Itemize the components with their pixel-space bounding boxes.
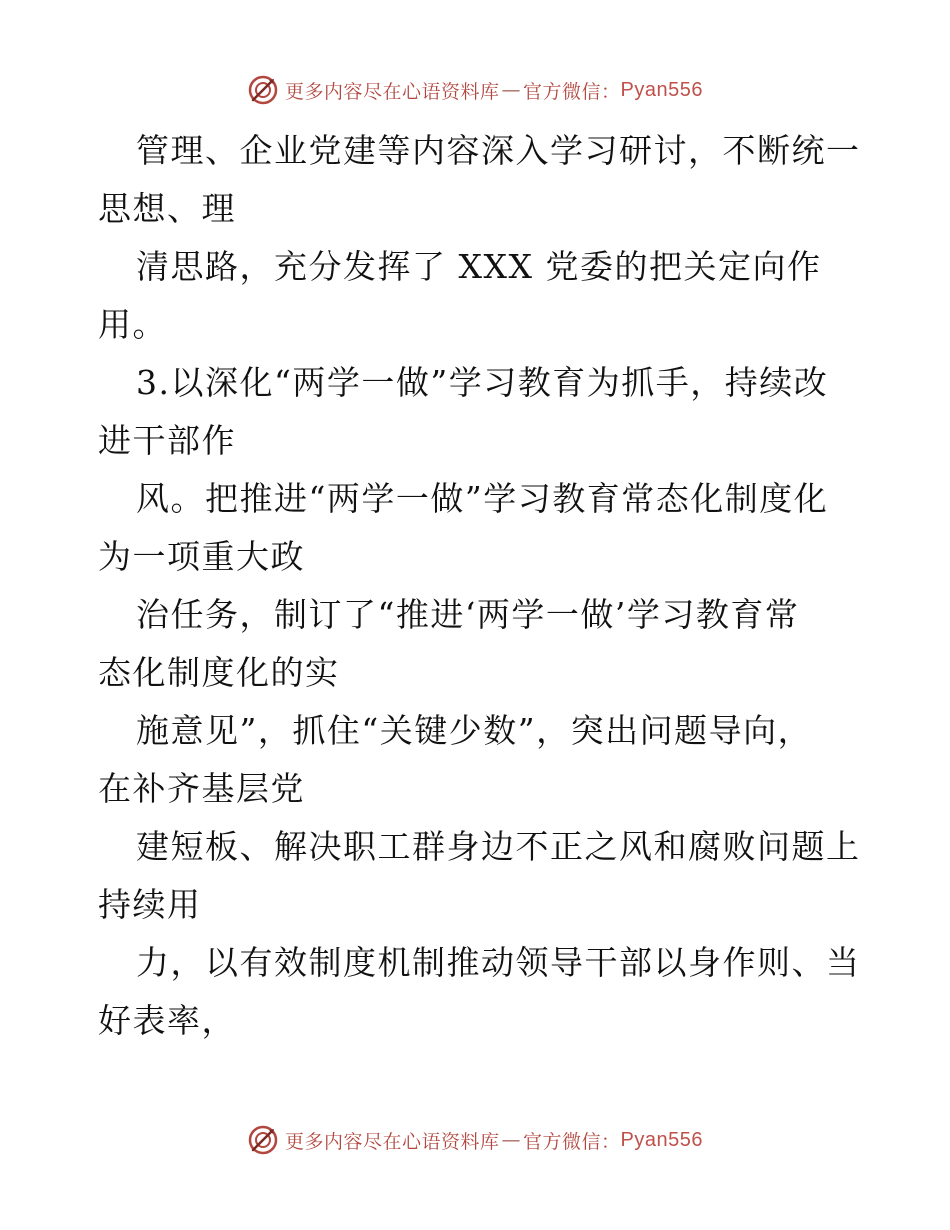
footer-watermark-banner bbox=[0, 1122, 950, 1158]
body-line: 在补齐基层党 bbox=[98, 769, 305, 808]
body-line: 思想、理 bbox=[98, 189, 236, 228]
body-line: 管理、企业党建等内容深入学习研讨，不断统一 bbox=[136, 131, 861, 170]
banner-separator: — bbox=[501, 79, 522, 101]
header-watermark-banner bbox=[0, 72, 950, 108]
body-line: 为一项重大政 bbox=[98, 537, 305, 576]
body-line: 治任务，制订了“推进‘两学一做’学习教育常 bbox=[136, 595, 800, 634]
body-line: 好表率， bbox=[98, 1001, 236, 1040]
banner-label: 官方微信： bbox=[523, 1130, 621, 1153]
body-line: 持续用 bbox=[98, 885, 202, 924]
body-line: 3.以深化“两学一做”学习教育为抓手，持续改 bbox=[136, 363, 829, 402]
body-line: 进干部作 bbox=[98, 421, 236, 460]
body-line: 建短板、解决职工群身边不正之风和腐败问题上 bbox=[136, 827, 861, 866]
document-body bbox=[98, 122, 861, 1050]
banner-text: 更多内容尽在心语资料库 bbox=[285, 80, 500, 103]
banner-label: 官方微信： bbox=[523, 80, 621, 103]
body-line: 施意见”，抓住“关键少数”，突出问题导向， bbox=[136, 711, 813, 750]
body-line: 力，以有效制度机制推动领导干部以身作则、当 bbox=[136, 943, 861, 982]
banner-text: 更多内容尽在心语资料库 bbox=[285, 1130, 500, 1153]
banner-wechat-id: Pyan556 bbox=[620, 78, 703, 101]
brand-logo-icon bbox=[247, 1124, 279, 1156]
brand-logo-icon bbox=[247, 74, 279, 106]
body-line: 用。 bbox=[98, 305, 167, 344]
body-line: 清思路，充分发挥了 XXX 党委的把关定向作 bbox=[136, 247, 822, 286]
body-line: 风。把推进“两学一做”学习教育常态化制度化 bbox=[136, 479, 829, 518]
body-line: 态化制度化的实 bbox=[98, 653, 340, 692]
banner-wechat-id: Pyan556 bbox=[620, 1128, 703, 1151]
banner-separator: — bbox=[501, 1129, 522, 1151]
